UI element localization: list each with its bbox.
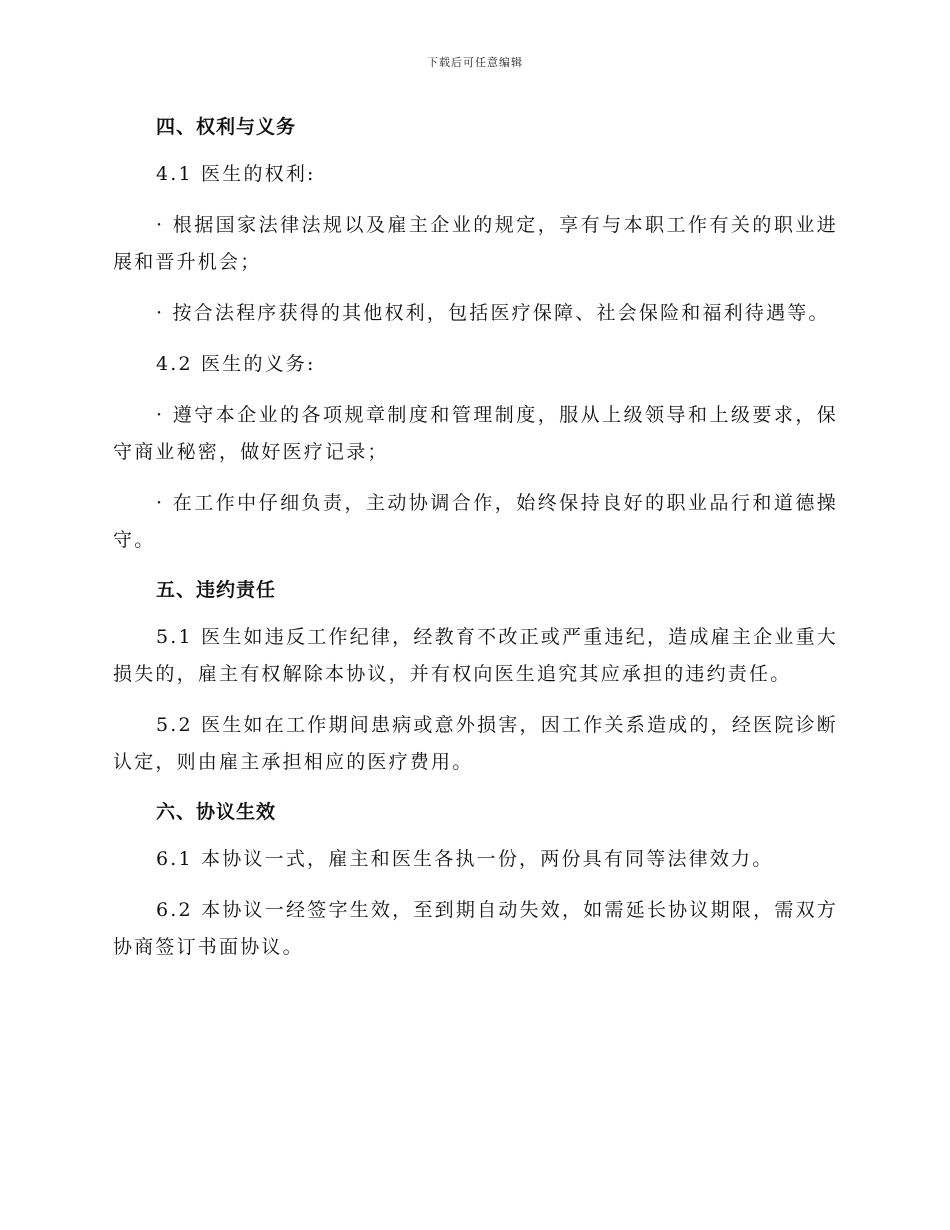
clause-6-2: 6.2 本协议一经签字生效，至到期自动失效，如需延长协议期限，需双方协商签订书面协议。 xyxy=(113,899,838,958)
clause-5-1: 5.1 医生如违反工作纪律，经教育不改正或严重违纪，造成雇主企业重大损失的，雇主有权解除本协议，并有权向医生追究其应承担的违约责任。 xyxy=(113,626,838,685)
right-bullet-1: · 根据国家法律法规以及雇主企业的规定，享有与本职工作有关的职业进展和晋升机会； xyxy=(113,214,838,273)
section-6-title: 六、协议生效 xyxy=(156,801,277,823)
right-bullet-2: · 按合法程序获得的其他权利，包括医疗保障、社会保险和福利待遇等。 xyxy=(156,302,830,324)
section-5-title: 五、违约责任 xyxy=(156,579,277,601)
document-body xyxy=(113,110,838,966)
duty-bullet-1: · 遵守本企业的各项规章制度和管理制度，服从上级领导和上级要求，保守商业秘密，做好医疗记录； xyxy=(113,404,838,463)
section-4-title: 四、权利与义务 xyxy=(156,116,297,138)
clause-5-2: 5.2 医生如在工作期间患病或意外损害，因工作关系造成的，经医院诊断认定，则由雇主承担相应的医疗费用。 xyxy=(113,714,838,773)
clause-4-1: 4.1 医生的权利: xyxy=(156,163,316,185)
clause-6-1: 6.1 本协议一式，雇主和医生各执一份，两份具有同等法律效力。 xyxy=(156,848,774,870)
clause-4-2: 4.2 医生的义务: xyxy=(156,353,316,375)
duty-bullet-2: · 在工作中仔细负责，主动协调合作，始终保持良好的职业品行和道德操守。 xyxy=(113,492,838,551)
page-header: 下载后可任意编辑 xyxy=(427,56,523,69)
